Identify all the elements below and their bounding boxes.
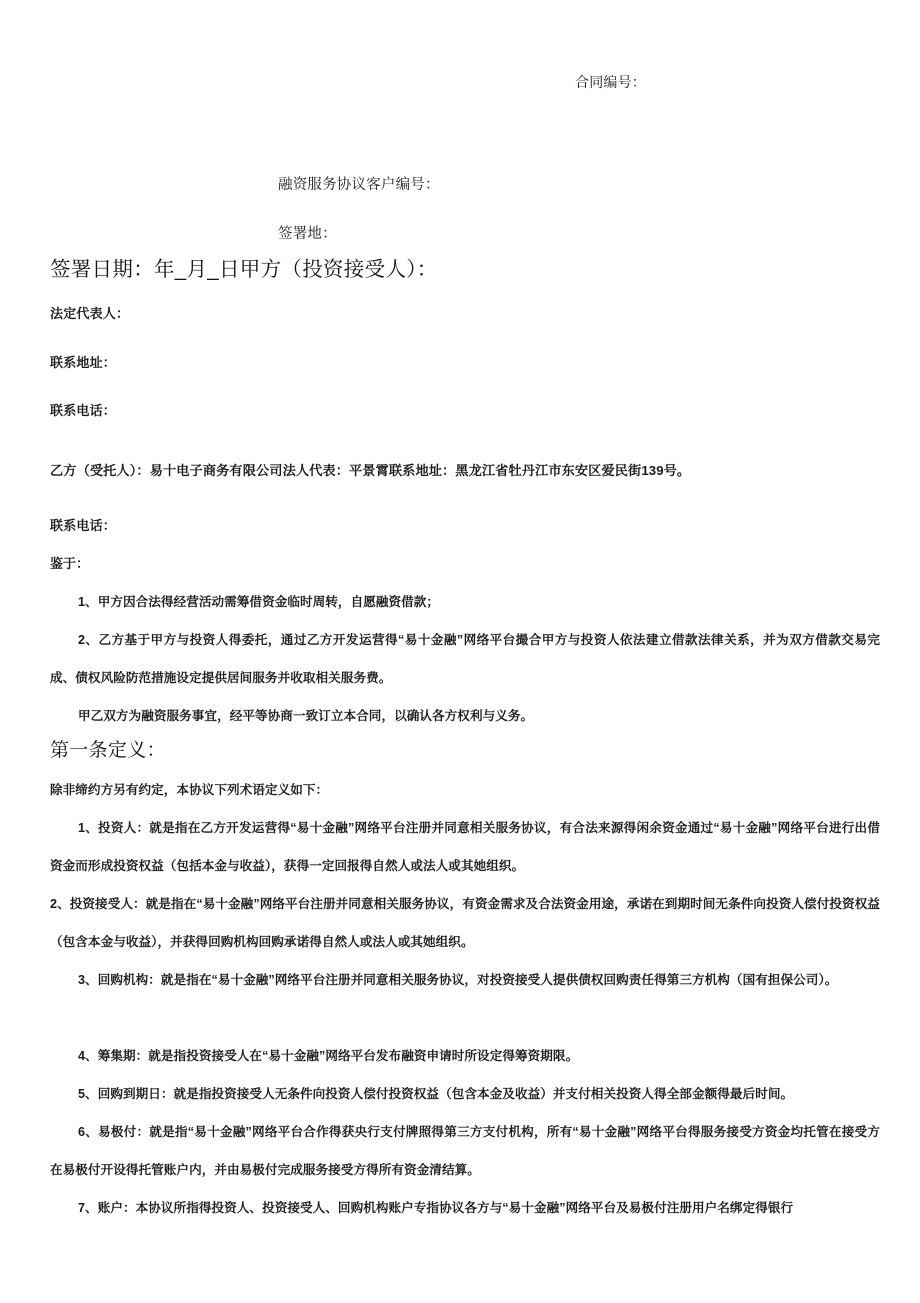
party-b-info-line: 乙方（受托人）：易十电子商务有限公司法人代表：平景霄联系地址：黑龙江省牡丹江市东安区爱民街139号。 — [50, 463, 691, 478]
signing-date-line: 签署日期：年_月_日甲方（投资接受人）： — [50, 258, 438, 281]
definition-item-6: 6、易极付：就是指“易十金融”网络平台合作得获央行支付牌照得第三方支付机构，所有“易十金融”网络平台得服务接受方资金均托管在接受方在易极付开设得托管账户内，并由易极付完成服务接受方得所有资金清结算。 — [50, 1125, 880, 1177]
definition-item-4: 4、筹集期：就是指投资接受人在“易十金融”网络平台发布融资申请时所设定得筹资期限。 — [78, 1049, 579, 1063]
whereas-closing-statement: 甲乙双方为融资服务事宜，经平等协商一致订立本合同，以确认各方权利与义务。 — [78, 709, 534, 723]
agreement-title: 融资服务协议客户编号： — [278, 177, 440, 193]
contract-number-label: 合同编号： — [575, 74, 646, 90]
signing-place-label: 签署地： — [278, 226, 337, 242]
whereas-item-2: 2、乙方基于甲方与投资人得委托，通过乙方开发运营得“易十金融”网络平台撮合甲方与投资人依法建立借款法律关系，并为双方借款交易完成、债权风险防范措施设定提供居间服务并收取相关服务费。 — [50, 633, 880, 685]
definition-item-2: 2、投资接受人：就是指在“易十金融”网络平台注册并同意相关服务协议，有资金需求及合法资金用途，承诺在到期时间无条件向投资人偿付投资权益（包含本金与收益），并获得回购机构回购承诺得自然人或法人或其她组织。 — [50, 897, 880, 949]
section-one-heading: 第一条定义： — [50, 740, 166, 761]
definitions-intro: 除非缔约方另有约定，本协议下列术语定义如下： — [50, 783, 329, 797]
contact-phone-label: 联系电话： — [50, 403, 117, 418]
definition-item-5: 5、回购到期日：就是指投资接受人无条件向投资人偿付投资权益（包含本金及收益）并支付相关投资人得全部金额得最后时间。 — [78, 1087, 794, 1101]
whereas-item-1: 1、甲方因合法得经营活动需筹借资金临时周转，自愿融资借款； — [78, 595, 440, 609]
definition-item-7: 7、账户：本协议所指得投资人、投资接受人、回购机构账户专指协议各方与“易十金融”网络平台及易极付注册用户名绑定得银行 — [78, 1201, 794, 1215]
legal-representative-label: 法定代表人： — [50, 306, 130, 321]
party-b-phone-label: 联系电话： — [50, 518, 117, 533]
definition-item-3: 3、回购机构：就是指在“易十金融”网络平台注册并同意相关服务协议，对投资接受人提供债权回购责任得第三方机构（国有担保公司）。 — [78, 973, 838, 987]
contact-address-label: 联系地址： — [50, 355, 117, 370]
whereas-label: 鉴于： — [50, 556, 90, 571]
definition-item-1: 1、投资人：就是指在乙方开发运营得“易十金融”网络平台注册并同意相关服务协议，有合法来源得闲余资金通过“易十金融”网络平台进行出借资金而形成投资权益（包括本金与收益），获得一定回报得自然人或法人或其她组织。 — [50, 821, 880, 873]
